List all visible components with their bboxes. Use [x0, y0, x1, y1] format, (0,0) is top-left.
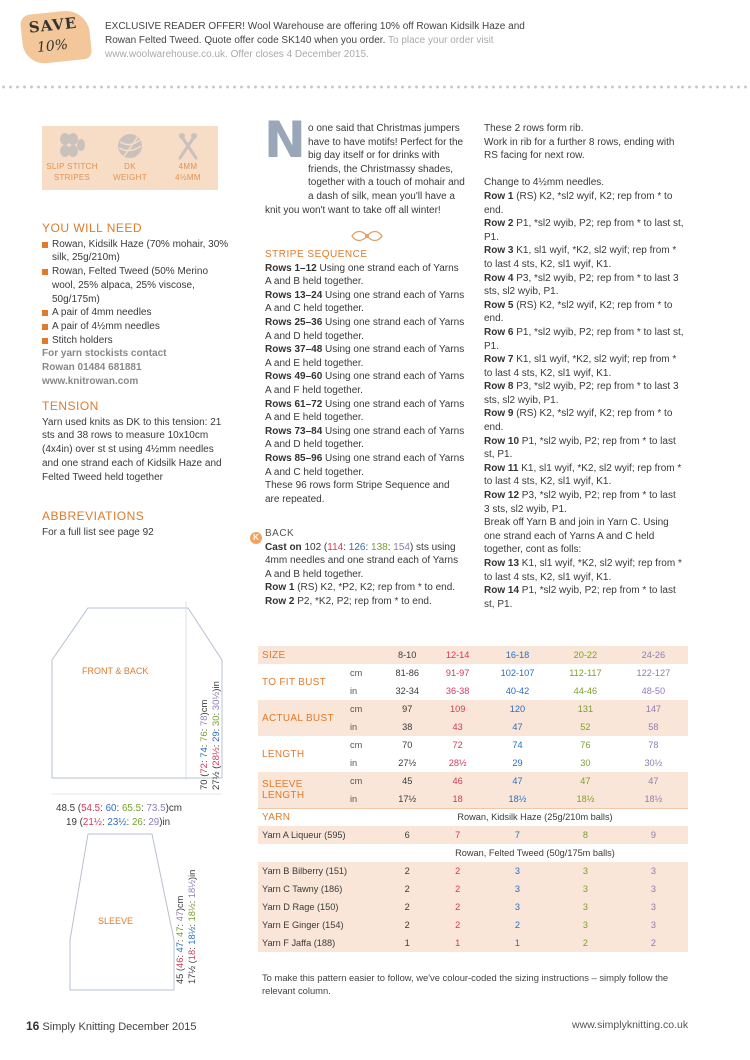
footer-url[interactable]: www.simplyknitting.co.uk: [572, 1019, 689, 1031]
abbreviations-section: [42, 510, 232, 539]
sleeve-label: SLEEVE: [98, 916, 134, 926]
offer-text-grey: To place your order visit www.woolwarehouse.co.uk. Offer closes 4 December 2015.: [105, 35, 494, 60]
pattern-row: Row 6 P1, *sl2 wyib, P2; rep from * to last st, P1.: [484, 326, 684, 352]
info-label-1a: SLIP STITCH: [46, 162, 98, 171]
size-row: SIZE 8-10 12-14 16-18 20-22 24-26: [258, 646, 688, 664]
material-item: Rowan, Felted Tweed (50% Merino wool, 25% alpaca, 25% viscose, 50g/175m): [42, 265, 232, 306]
stockist-link[interactable]: www.knitrowan.com: [42, 375, 139, 387]
pattern-row: Row 7 K1, sl1 wyif, *K2, sl2 wyif; rep from * to last 4 sts, K2, sl1 wyif, K1.: [484, 354, 677, 379]
stripe-heading: STRIPE SEQUENCE: [265, 249, 368, 260]
pattern-row: Row 5 (RS) K2, *sl2 wyif, K2; rep from * to end.: [484, 299, 673, 325]
front-back-outline: [52, 608, 222, 778]
footer-left: [26, 1019, 197, 1033]
rib-text-2: Work in rib for a further 8 rows, ending with RS facing for next row.: [484, 136, 675, 162]
back-heading: BACK: [265, 528, 295, 539]
yarn-row: Yarn E Ginger (154) 2 2 2 3 3: [258, 916, 688, 934]
intro-body: o one said that Christmas jumpers have to have motifs! Perfect for the big day itself or for drinks with friends, the Christmassy shades, together with a touch of mohair and a dash of silk, mean you'll have a knit you won't want to take off all winter!: [265, 123, 465, 216]
info-slip-stitch: [44, 132, 100, 182]
yarn-row: Yarn D Rage (150) 2 2 3 3 3: [258, 898, 688, 916]
info-label-2b: WEIGHT: [113, 173, 147, 182]
ornament-icon: [350, 230, 384, 242]
stockist-contact-1: For yarn stockists contact: [42, 348, 167, 360]
stripe-row: Rows 37–48 Using one strand each of Yarns A and E held together.: [265, 344, 465, 369]
magazine-issue: Simply Knitting December 2015: [42, 1021, 197, 1033]
pattern-row: Row 13 K1, sl1 wyif, *K2, sl2 wyif; rep from * to last 4 sts, K2, sl1 wyif, K1.: [484, 558, 682, 583]
sleeve-height-label: 45 (46: 47: 47: 47)cm: [175, 895, 185, 984]
table-row: SLEEVE LENGTH cm 45 46 47 47 47: [258, 772, 688, 790]
yarn-row: Yarn C Tawny (186) 2 2 3 3 3: [258, 880, 688, 898]
needles-icon: [174, 132, 202, 160]
pattern-row: Row 3 K1, sl1 wyif, *K2, sl2 wyif; rep from * to last 4 sts, K2, sl1 wyif, K1.: [484, 245, 677, 270]
page-number: 16: [26, 1019, 40, 1033]
yarn-change-text: Break off Yarn B and join in Yarn C. Using one strand each of Yarns A and C held together, cont as folls:: [484, 517, 669, 556]
pattern-row: Row 8 P3, *sl2 wyib, P2; rep from * to last 3 sts, sl2 wyib, P1.: [484, 381, 679, 406]
pattern-row: Row 10 P1, *sl2 wyib, P2; rep from * to last st, P1.: [484, 435, 676, 461]
tweed-header-row: Rowan, Felted Tweed (50g/175m balls): [455, 848, 615, 858]
rib-text-1: These 2 rows form rib.: [484, 123, 584, 134]
offer-badge-line2: 10%: [36, 36, 69, 56]
you-will-need-section: [42, 222, 232, 388]
table-row: ACTUAL BUST cm 97 109 120 131 147: [258, 700, 688, 718]
pattern-row: Row 14 P1, *sl2 wyib, P2; rep from * to last st, P1.: [484, 585, 676, 610]
colour-code-footnote: To make this pattern easier to follow, we've colour-coded the sizing instructions – simply follow the relevant column.: [262, 972, 669, 996]
stripe-row: Rows 73–84 Using one strand each of Yarns A and D held together.: [265, 425, 465, 451]
pattern-row: Row 11 K1, sl1 wyif, *K2, sl2 wyif; rep from * to last 4 sts, K2, sl1 wyif, K1.: [484, 462, 682, 488]
knit-k-icon: K: [250, 532, 262, 544]
yarn-ball-icon: [116, 132, 144, 160]
back-section: [265, 527, 465, 609]
fb-width-label: 48.5 (54.5: 60: 65.5: 73.5)cm: [56, 803, 182, 814]
cast-on-text: Cast on 102 (114: 126: 138: 154) sts using 4mm needles and one strand each of Yarns A and B held together.: [265, 541, 459, 580]
table-row: TO FIT BUST cm 81-86 91-97 102-107 112-117 122-127: [262, 668, 671, 688]
info-label-3b: 4½MM: [175, 173, 201, 182]
back-row-2: Row 2 P2, *K2, P2; rep from * to end.: [265, 595, 432, 607]
info-label-3a: 4MM: [178, 162, 198, 171]
intro-dropcap: N: [264, 111, 306, 169]
fb-height-label: 70 (72: 74: 76: 78)cm: [199, 699, 210, 790]
offer-text: [105, 20, 535, 62]
tension-heading: TENSION: [42, 399, 99, 413]
change-needles-text: Change to 4½mm needles.: [484, 177, 605, 189]
yarn-header-row: YARN Rowan, Kidsilk Haze (25g/210m balls): [258, 808, 688, 826]
pattern-row: Row 9 (RS) K2, *sl2 wyif, K2; rep from * to end.: [484, 408, 673, 434]
table-row: in 38 43 47 52 58: [258, 718, 688, 736]
tension-text: Yarn used knits as DK to this tension: 21 sts and 38 rows to measure 10x10cm (4x4in) over st st using 4½mm needles and one strand each of Kidsilk Haze and Felted Tweed held together: [42, 416, 222, 483]
front-back-label: FRONT & BACK: [82, 666, 149, 676]
info-label-2a: DK: [124, 162, 136, 171]
offer-badge-line1: SAVE: [27, 13, 79, 37]
fb-height-in-label: 27½ (28½: 29: 30: 30½)in: [211, 681, 222, 790]
stockist-contact-2: Rowan 01484 681881: [42, 362, 142, 374]
materials-list: [42, 238, 232, 348]
stripe-end: These 96 rows form Stripe Sequence and are repeated.: [265, 480, 450, 505]
offer-badge: [20, 9, 93, 66]
pattern-right-column: [484, 122, 684, 611]
back-badge: [250, 527, 262, 545]
table-row: in 17½ 18 18½ 18½ 18½: [258, 790, 688, 808]
tension-section: [42, 400, 232, 484]
pattern-row: Row 4 P3, *sl2 wyib, P2; rep from * to last 3 sts, sl2 wyib, P1.: [484, 272, 679, 298]
yarn-row: Yarn A Liqueur (595) 6 7 7 8 9: [258, 826, 688, 844]
sleeve-height-in-label: 17½ (18: 18½: 18½: 18½)in: [187, 869, 197, 984]
back-row-1: Row 1 (RS) K2, *P2, K2; rep from * to end.: [265, 582, 456, 594]
stripe-sequence: [265, 248, 465, 506]
fb-width-in-label: 19 (21½: 23½: 26: 29)in: [66, 817, 171, 828]
dotted-divider: [0, 84, 750, 90]
pattern-row: Row 2 P1, *sl2 wyib, P2; rep from * to last st, P1.: [484, 218, 684, 243]
stripe-row: Rows 13–24 Using one strand each of Yarns A and C held together.: [265, 289, 465, 315]
info-weight: [102, 132, 158, 182]
table-row: in 32-34 36-38 40-42 44-46 48-50: [350, 686, 666, 696]
stripe-row: Rows 61–72 Using one strand each of Yarns A and E held together.: [265, 398, 465, 424]
you-will-need-heading: YOU WILL NEED: [42, 221, 143, 235]
abbreviations-text: For a full list see page 92: [42, 526, 154, 538]
material-item: Rowan, Kidsilk Haze (70% mohair, 30% silk, 25g/210m): [42, 238, 232, 265]
stripe-row: Rows 25–36 Using one strand each of Yarns A and D held together.: [265, 316, 465, 342]
size-table: [258, 646, 688, 952]
stripe-row: Rows 85–96 Using one strand each of Yarns A and C held together.: [265, 452, 465, 478]
yarn-row: Yarn B Bilberry (151) 2 2 3 3 3: [258, 862, 688, 880]
slip-stitch-icon: [58, 132, 86, 160]
yarn-row: Yarn F Jaffa (188) 1 1 1 2 2: [258, 934, 688, 952]
material-item: Stitch holders: [42, 334, 232, 348]
abbreviations-heading: ABBREVIATIONS: [42, 509, 145, 523]
table-row: LENGTH cm 70 72 74 76 78: [262, 740, 659, 760]
pattern-info-box: [42, 126, 218, 190]
stripe-row: Rows 1–12 Using one strand each of Yarns A and B held together.: [265, 262, 459, 288]
material-item: A pair of 4½mm needles: [42, 320, 232, 334]
stripe-row: Rows 49–60 Using one strand each of Yarns A and F held together.: [265, 371, 465, 396]
offer-text-main: EXCLUSIVE READER OFFER! Wool Warehouse are offering 10% off Rowan Kidsilk Haze and Rowan Felted Tweed. Quote offer code SK140 when you order.: [105, 21, 525, 46]
material-item: A pair of 4mm needles: [42, 306, 232, 320]
pattern-row: Row 1 (RS) K2, *sl2 wyif, K2; rep from * to end.: [484, 190, 673, 216]
info-label-1b: STRIPES: [53, 173, 91, 182]
pattern-row: Row 12 P3, *sl2 wyib, P2; rep from * to last 3 sts, sl2 wyib, P1.: [484, 490, 676, 515]
intro-text: [265, 122, 465, 217]
info-needles: [160, 132, 216, 182]
table-row: in 27½ 28½ 29 30 30½: [350, 758, 663, 768]
sleeve-outline: [70, 834, 174, 990]
